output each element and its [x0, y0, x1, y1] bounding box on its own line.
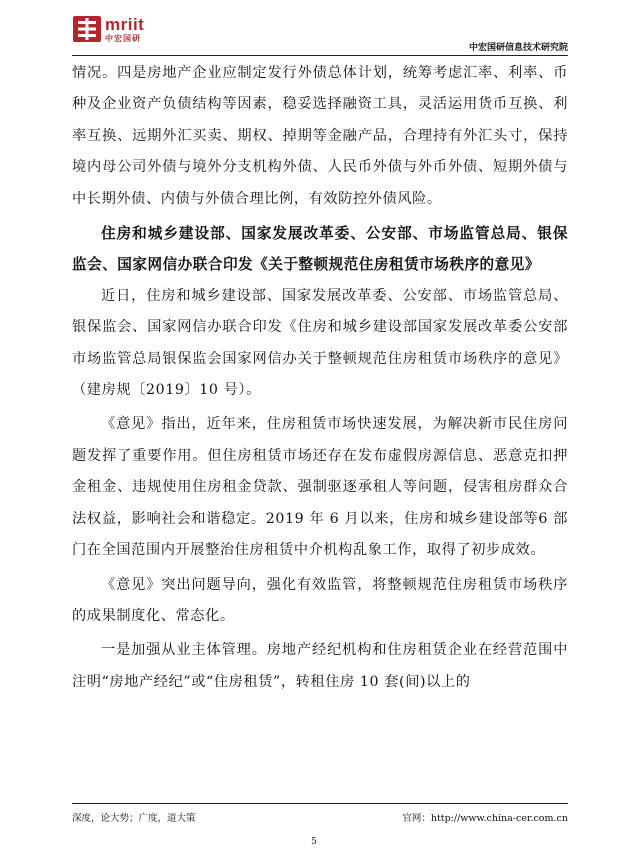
section-heading: 住房和城乡建设部、国家发展改革委、公安部、市场监管总局、银保监会、国家网信办联合印发《关于整顿规范住房租赁市场秩序的意见》 [72, 225, 568, 274]
footer-divider [72, 803, 568, 804]
footer-slogan: 深度，论大势；广度，道大策 [72, 813, 196, 824]
page-number: 5 [311, 837, 317, 847]
page-header [72, 14, 568, 58]
header-divider [72, 55, 568, 56]
logo-subtext: 中宏国研 [105, 34, 141, 43]
footer-website: 官网：http://www.china-cer.com.cn [402, 813, 568, 824]
header-organization: 中宏国研信息技术研究院 [468, 43, 568, 53]
document-body [72, 58, 568, 698]
paragraph-point-one: 一是加强从业主体管理。房地产经纪机构和住房租赁企业在经营范围中注明“房地产经纪”或“住房租赁”，转租住房 10 套(间)以上的 [72, 642, 568, 690]
logo-text: mriit [105, 15, 145, 34]
logo-icon [72, 14, 102, 44]
paragraph-background: 《意见》指出，近年来，住房租赁市场快速发展，为解决新市民住房问题发挥了重要作用。但住房租赁市场还存在发布虚假房源信息、恶意克扣押金租金、违规使用住房租金贷款、强制驱逐承租人等问题，侵害租房群众合法权益，影响社会和谐稳定。2019 年 6 月以来，住房和城乡建设部等6 部门在全国范围内开展整治住房租赁中介机构乱象工作，取得了初步成效。 [72, 416, 568, 559]
paragraph-intro: 近日，住房和城乡建设部、国家发展改革委、公安部、市场监管总局、银保监会、国家网信办联合印发《住房和城乡建设部国家发展改革委公安部市场监管总局银保监会国家网信办关于整顿规范住房租赁市场秩序的意见》（建房规〔2019〕10 号）。 [72, 287, 568, 399]
paragraph-continued: 情况。四是房地产企业应制定发行外债总体计划，统筹考虑汇率、利率、币种及企业资产负债结构等因素，稳妥选择融资工具，灵活运用货币互换、利率互换、远期外汇买卖、期权、掉期等金融产品，合理持有外汇头寸，保持境内母公司外债与境外分支机构外债、人民币外债与外币外债、短期外债与中长期外债、内债与外债合理比例，有效防控外债风险。 [72, 65, 568, 207]
paragraph-summary: 《意见》突出问题导向，强化有效监管，将整顿规范住房租赁市场秩序的成果制度化、常态化。 [72, 576, 568, 624]
